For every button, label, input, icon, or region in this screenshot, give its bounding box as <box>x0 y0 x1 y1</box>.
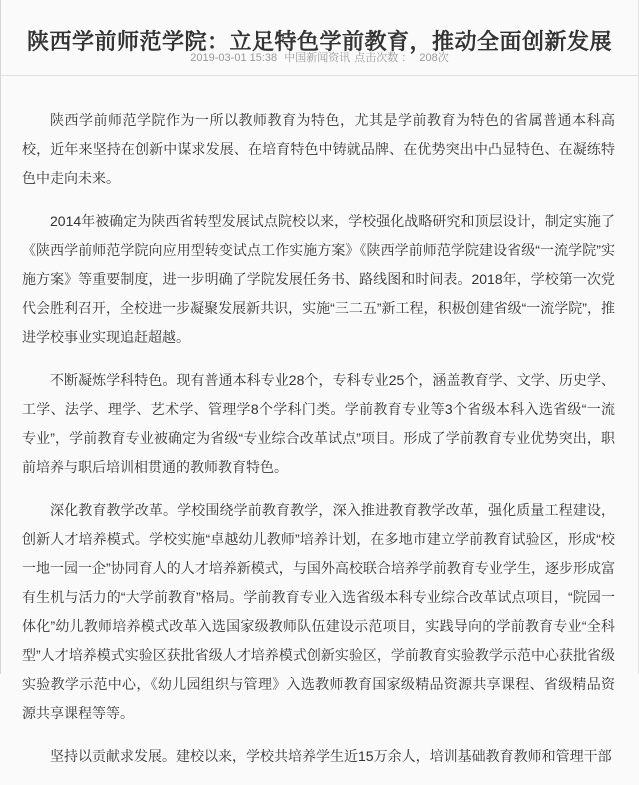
source-link[interactable]: 中国新闻资讯 <box>284 52 351 64</box>
paragraph: 不断凝炼学科特色。现有普通本科专业28个，专科专业25个，涵盖教育学、文学、历史学、工学、法学、理学、艺术学、管理学8个学科门类。学前教育专业等3个省级本科入选省级“一流专业”，学前教育专业被确定为省级“专业综合改革试点”项目。形成了学前教育专业优势突出，职前培养与职后培训相贯通的教师教育特色。 <box>22 372 615 475</box>
views-count: 208次 <box>419 52 449 64</box>
article-meta <box>1 49 638 65</box>
views-label: 点击次数 ： <box>354 52 413 64</box>
header-divider <box>1 75 638 76</box>
article-title: 陕西学前师范学院：立足特色学前教育，推动全面创新发展 <box>26 28 612 54</box>
publish-datetime: 2019-03-01 15:38 <box>190 52 278 64</box>
paragraph: 陕西学前师范学院作为一所以教师教育为特色，尤其是学前教育为特色的省属普通本科高校，近年来坚持在创新中谋求发展、在培育特色中铸就品牌、在优势突出中凸显特色、在凝练特色中走向未来。 <box>22 112 615 186</box>
paragraph: 坚持以贡献求发展。建校以来，学校共培养学生近15万余人，培训基础教育教师和管理干部 <box>50 748 612 764</box>
paragraph: 深化教育教学改革。学校围绕学前教育教学，深入推进教育教学改革，强化质量工程建设，创新人才培养模式。学校实施“卓越幼儿教师”培养计划，在多地市建立学前教育试验区，形成“校一地一园一企”协同育人的人才培养新模式，与国外高校联合培养学前教育专业学生，逐步形成富有生机与活力的“大学前教育”格局。学前教育专业入选省级本科专业综合改革试点项目，“院园一体化”幼儿教师培养模式改革入选国家级教师队伍建设示范项目，实践导向的学前教育专业“全科型”人才培养模式实验区获批省级人才培养模式创新实验区，学前教育实验教学示范中心获批省级实验教学示范中心，《幼儿园组织与管理》入选教师教育国家级精品资源共享课程、省级精品资源共享课程等等。 <box>22 502 615 721</box>
paragraph: 2014年被确定为陕西省转型发展试点院校以来，学校强化战略研究和顶层设计，制定实施了《陕西学前师范学院向应用型转变试点工作实施方案》《陕西学前师范学院建设省级“一流学院”实施方案》等重要制度，进一步明确了学院发展任务书、路线图和时间表。2018年，学校第一次党代会胜利召开，全校进一步凝聚发展新共识，实施“三二五”新工程，积极创建省级“一流学院”，推进学校事业实现追赶超越。 <box>22 213 615 345</box>
article-body <box>22 106 615 785</box>
